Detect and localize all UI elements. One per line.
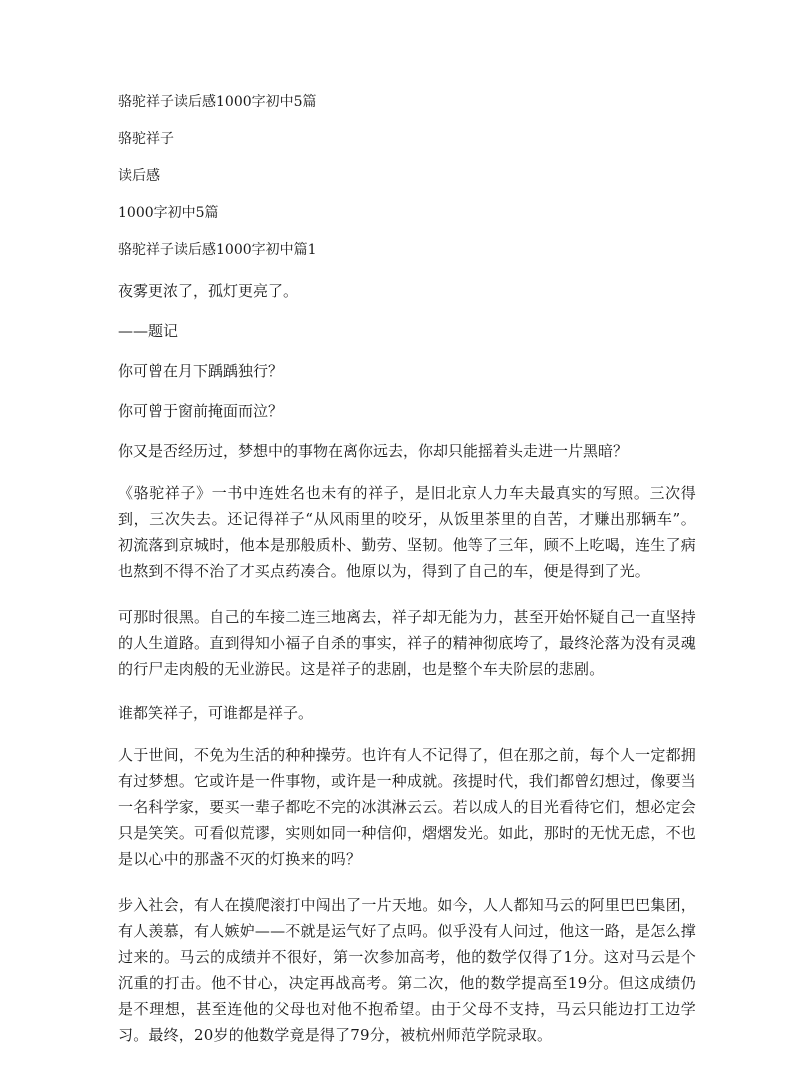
- question-3: 你又是否经历过，梦想中的事物在离你远去，你却只能摇着头走进一片黑暗？: [118, 442, 629, 460]
- paragraph-5: 步入社会，有人在摸爬滚打中闯出了一片天地。如今，人人都知马云的阿里巴巴集团，有人羡慕，有人嫉妒——不就是运气好了点吗。似乎没有人问过，他这一路，是怎么撑过来的。马云的成绩并不很好，第一次参加高考，他的数学仅得了1分。这对马云是个沉重的打击。他不甘心，决定再战高考。第二次，他的数学提高至19分。但这成绩仍是不理想，甚至连他的父母也对他不抱希望。由于父母不支持，马云只能边打工边学习。最终，20岁的他数学竟是得了79分，被杭州师范学院录取。: [118, 896, 696, 1044]
- question-2: 你可曾于窗前掩面而泣？: [118, 402, 284, 420]
- paragraph-4: 人于世间，不免为生活的种种操劳。也许有人不记得了，但在那之前，每个人一定都拥有过梦想。它或许是一件事物，或许是一种成就。孩提时代，我们都曾幻想过，像要当一名科学家，要买一辈子都吃不完的冰淇淋云云。若以成人的目光看待它们，想必定会只是笑笑。可看似荒谬，实则如同一种信仰，熠熠发光。如此，那时的无忧无虑，不也是以心中的那盏不灭的灯换来的吗？: [118, 746, 696, 868]
- paragraph-3: 谁都笑祥子，可谁都是祥子。: [118, 704, 314, 722]
- epigraph: 夜雾更浓了，孤灯更亮了。: [118, 282, 299, 300]
- epigraph-attribution: ——题记: [118, 322, 179, 340]
- heading-length: 1000字初中5篇: [118, 205, 219, 221]
- paragraph-1: 《骆驼祥子》一书中连姓名也未有的祥子，是旧北京人力车夫最真实的写照。三次得到，三次失去。还记得祥子“从风雨里的咬牙，从饭里茶里的自苦，才赚出那辆车”。初流落到京城时，他本是那般质朴、勤劳、坚韧。他等了三年，顾不上吃喝，连生了病也熬到不得不治了才买点药凑合。他原以为，得到了自己的车，便是得到了光。: [118, 484, 696, 580]
- section-title: 骆驼祥子读后感1000字初中篇1: [118, 242, 317, 258]
- heading-review: 读后感: [118, 168, 160, 184]
- paragraph-2: 可那时很黑。自己的车接二连三地离去，祥子却无能为力，甚至开始怀疑自己一直坚持的人生道路。直到得知小福子自杀的事实，祥子的精神彻底垮了，最终沦落为没有灵魂的行尸走肉般的无业游民。这是祥子的悲剧，也是整个车夫阶层的悲剧。: [118, 608, 696, 678]
- document-title: 骆驼祥子读后感1000字初中5篇: [118, 94, 317, 110]
- heading-book-name: 骆驼祥子: [118, 131, 174, 147]
- question-1: 你可曾在月下踽踽独行？: [118, 362, 284, 380]
- document-page: [118, 92, 696, 1068]
